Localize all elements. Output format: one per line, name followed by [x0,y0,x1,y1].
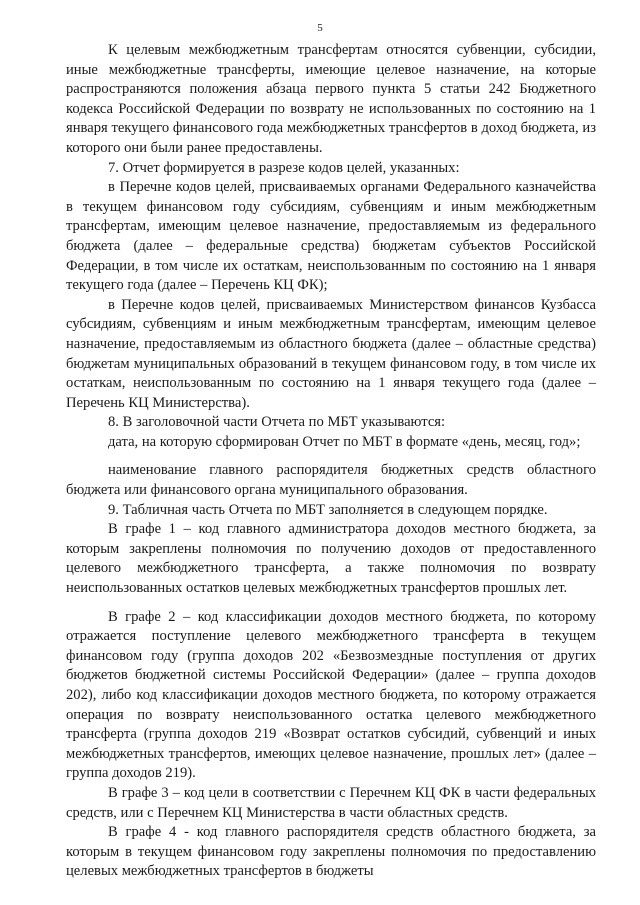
paragraph-item-7: 7. Отчет формируется в разрезе кодов целей, указанных: [108,159,460,176]
paragraph-column-3: В графе 3 – код цели в соответствии с Перечнем КЦ ФК в части федеральных средств, или с Перечнем КЦ Министерства в части областных средств. [66,784,596,821]
document-body [66,41,596,882]
paragraph-federal-codes: в Перечне кодов целей, присваиваемых органами Федерального казначейства в текущем финансовом году субсидиям, субвенциям и иным межбюджетным трансфертам, имеющим целевое назначение, предоставляемым из федерального бюджета (далее – федеральные средства) бюджетам субъектов Российской Федерации, в том числе их остаткам, неиспользованным по состоянию на 1 января текущего года (далее – Перечень КЦ ФК); [66,179,596,294]
paragraph-column-2: В графе 2 – код классификации доходов местного бюджета, по которому отражается поступление целевого межбюджетного трансферта в текущем финансовом году (группа доходов 202 «Безвозмездные поступления от других бюджетов бюджетной системы Российской Федерации» (далее – группа доходов 202), либо код классификации доходов местного бюджета, по которому отражается операция по возврату неиспользованного остатка целевого межбюджетного трансферта (группа доходов 219 «Возврат остатков субсидий, субвенций и иных межбюджетных трансфертов, имеющих целевое назначение, прошлых лет» (далее – группа доходов 219). [66,608,596,782]
paragraph-distributor-name: наименование главного распорядителя бюджетных средств областного бюджета или финансового органа муниципального образования. [66,462,596,499]
paragraph-column-1: В графе 1 – код главного администратора доходов местного бюджета, за которым закреплены полномочия по получению доходов от предоставленного целевого межбюджетного трансферта, а также полномочия по возврату неиспользованных остатков целевых межбюджетных трансфертов прошлых лет. [66,521,596,597]
paragraph-column-4: В графе 4 - код главного распорядителя средств областного бюджета, за которым в текущем финансовом году закреплены полномочия по предоставлению целевых межбюджетных трансфертов в бюджеты [66,824,596,880]
paragraph-item-8: 8. В заголовочной части Отчета по МБТ указываются: [108,414,446,431]
paragraph-report-date: дата, на которую сформирован Отчет по МБТ в формате «день, месяц, год»; [108,433,581,450]
paragraph-transfers-definition: К целевым межбюджетным трансфертам относятся субвенции, субсидии, иные межбюджетные трансферты, имеющие целевое назначение, на которые распространяются положения абзаца первого пункта 5 статьи 242 Бюджетного кодекса Российской Федерации по возврату не использованных по состоянию на 1 января текущего финансового года межбюджетных трансфертов в доход бюджета, из которого они были ранее предоставлены. [66,42,596,156]
paragraph-item-9: 9. Табличная часть Отчета по МБТ заполняется в следующем порядке. [108,501,548,518]
paragraph-regional-codes: в Перечне кодов целей, присваиваемых Министерством финансов Кузбасса субсидиям, субвенциям и иным межбюджетным трансфертам, имеющим целевое назначение, предоставляемым из областного бюджета (далее – областные средства) бюджетам муниципальных образований в текущем финансовом году, в том числе их остаткам, неиспользованным по состоянию на 1 января текущего года (далее – Перечень КЦ Министерства). [66,296,596,411]
page-number: 5 [317,22,323,34]
